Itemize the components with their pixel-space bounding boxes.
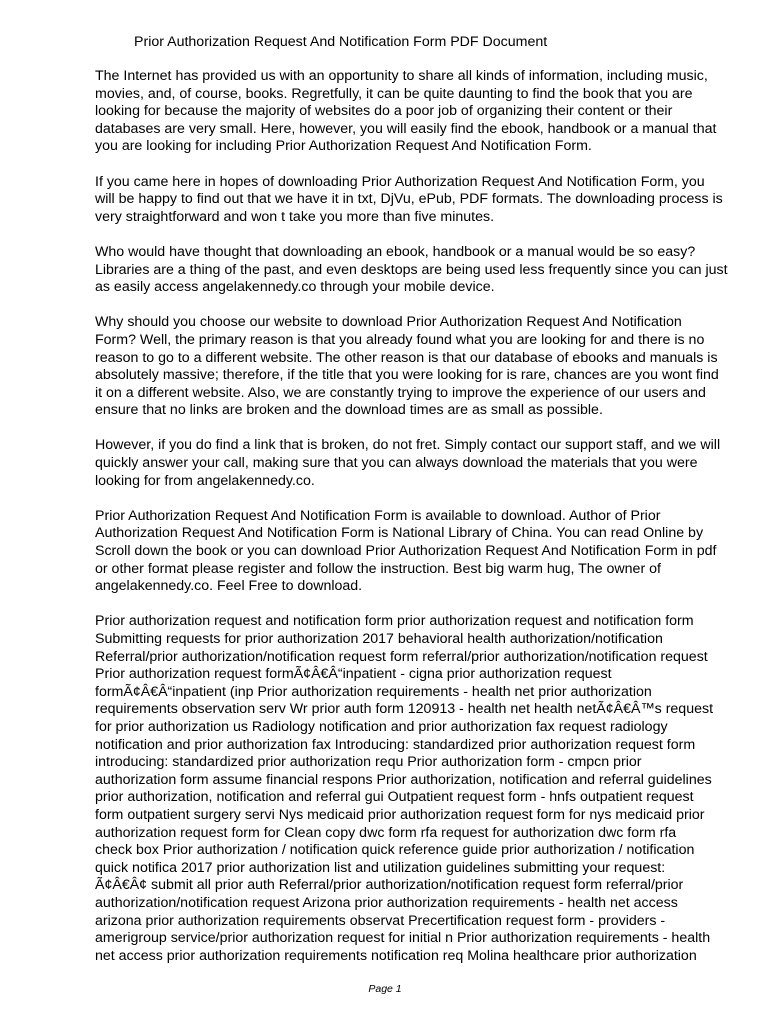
text-line: Ã¢Â€Â¢ submit all prior auth Referral/prior authorization/notification request form referral/prior <box>95 877 684 894</box>
text-line: introducing: standardized prior authorization requ Prior authorization form - cmpcn prior <box>95 754 642 771</box>
text-line: Prior authorization request formÃ¢Â€Â“inpatient - cigna prior authorization request <box>95 666 612 683</box>
paragraph <box>95 437 745 490</box>
text-line: authorization form assume financial respons Prior authorization, notification and referral guidelines <box>95 771 712 788</box>
text-line: requirements observation serv Wr prior auth form 120913 - health net health netÃ¢Â€Â™s request <box>95 701 714 718</box>
text-line: looking for from angelakennedy.co. <box>95 472 315 489</box>
text-line: movies, and, of course, books. Regretfully, it can be quite daunting to find the book that you are <box>95 85 693 102</box>
text-line: prior authorization, notification and referral gui Outpatient request form - hnfs outpatient request <box>95 789 694 806</box>
text-line: looking for because the majority of websites do a poor job of organizing their content or their <box>95 103 673 120</box>
paragraph <box>95 68 745 156</box>
text-line: Submitting requests for prior authorization 2017 behavioral health authorization/notification <box>95 631 663 647</box>
text-line: very straightforward and won t take you more than five minutes. <box>95 208 495 225</box>
text-line: it on a different website. Also, we are constantly trying to improve the experience of our users and <box>95 384 706 401</box>
text-line: Prior authorization request and notification form prior authorization request and notification form <box>95 613 694 630</box>
text-line: for prior authorization us Radiology notification and prior authorization fax request radiology <box>95 718 668 735</box>
text-line: authorization/notification request Arizona prior authorization requirements - health net access <box>95 894 678 911</box>
text-line: notification and prior authorization fax Introducing: standardized prior authorization request form <box>95 736 696 753</box>
text-line: net access prior authorization requirements notification req Molina healthcare prior authorization <box>95 947 697 964</box>
page-number: Page 1 <box>368 983 402 995</box>
text-line: Why should you choose our website to download Prior Authorization Request And Notification <box>95 314 682 331</box>
text-line: angelakennedy.co. Feel Free to download. <box>95 578 363 595</box>
paragraph <box>95 613 745 965</box>
paragraph <box>95 244 745 297</box>
text-line: Referral/prior authorization/notification request form referral/prior authorization/notification request <box>95 648 708 665</box>
paragraph <box>95 314 745 420</box>
text-line: databases are very small. Here, however, you will easily find the ebook, handbook or a manual that <box>95 120 717 137</box>
text-line: The Internet has provided us with an opportunity to share all kinds of information, including music, <box>95 68 708 84</box>
document-body <box>95 68 745 983</box>
paragraph <box>95 174 745 227</box>
text-line: check box Prior authorization / notification quick reference guide prior authorization / notification <box>95 842 695 859</box>
text-line: or other format please register and follow the instruction. Best big warm hug, The owner of <box>95 560 661 577</box>
text-line: authorization request form for Clean copy dwc form rfa request for authorization dwc form rfa <box>95 824 677 841</box>
text-line: arizona prior authorization requirements observat Precertification request form - providers - <box>95 912 666 929</box>
text-line: quickly answer your call, making sure that you can always download the materials that you were <box>95 455 698 472</box>
text-line: If you came here in hopes of downloading Prior Authorization Request And Notification Form, you <box>95 173 705 190</box>
text-line: will be happy to find out that we have it in txt, DjVu, ePub, PDF formats. The downloading process is <box>95 191 723 208</box>
text-line: amerigroup service/prior authorization request for initial n Prior authorization requirements - health <box>95 930 711 947</box>
text-line: reason to go to a different website. The other reason is that our database of ebooks and manuals is <box>95 349 718 366</box>
text-line: form outpatient surgery servi Nys medicaid prior authorization request form for nys medicaid prior <box>95 806 705 823</box>
text-line: quick notifica 2017 prior authorization list and utilization guidelines submitting your request: <box>95 859 666 876</box>
text-line: absolutely massive; therefore, if the title that you were looking for is rare, chances are you wont find <box>95 367 719 384</box>
paragraph <box>95 508 745 596</box>
document-title: Prior Authorization Request And Notification Form PDF Document <box>134 34 548 50</box>
text-line: However, if you do find a link that is broken, do not fret. Simply contact our support staff, and we will <box>95 437 721 454</box>
text-line: Libraries are a thing of the past, and even desktops are being used less frequently since you can just <box>95 261 728 278</box>
text-line: Prior Authorization Request And Notification Form is available to download. Author of Prior <box>95 507 661 524</box>
text-line: ensure that no links are broken and the download times are as small as possible. <box>95 402 603 419</box>
text-line: as easily access angelakennedy.co through your mobile device. <box>95 279 495 296</box>
text-line: Form? Well, the primary reason is that you already found what you are looking for and there is no <box>95 331 705 348</box>
text-line: formÃ¢Â€Â“inpatient (inp Prior authorization requirements - health net prior authorization <box>95 683 652 700</box>
text-line: Who would have thought that downloading an ebook, handbook or a manual would be so easy? <box>95 243 696 260</box>
text-line: you are looking for including Prior Authorization Request And Notification Form. <box>95 138 592 155</box>
text-line: Scroll down the book or you can download Prior Authorization Request And Notification Form in pdf <box>95 543 717 560</box>
text-line: Authorization Request And Notification Form is National Library of China. You can read Online by <box>95 525 704 542</box>
